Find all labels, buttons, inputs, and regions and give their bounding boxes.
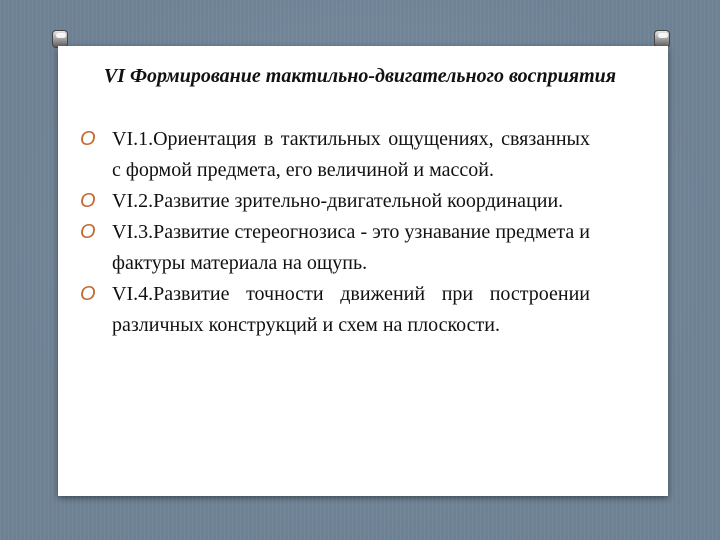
bullet-icon: O <box>80 283 96 305</box>
bullet-icon: O <box>80 190 96 212</box>
bullet-icon: O <box>80 221 96 243</box>
list-item-text: VI.2.Развитие зрительно-двигательной координации. <box>112 190 564 212</box>
list-item <box>80 217 590 279</box>
list-item-text: VI.4.Развитие точности движений при построении различных конструкций и схем на плоскости. <box>112 283 590 336</box>
slide-title: VI Формирование тактильно-двигательного восприятия <box>103 65 617 87</box>
bullet-icon: O <box>80 128 96 150</box>
list-item-text: VI.3.Развитие стереогнозиса - это узнавание предмета и фактуры материала на ощупь. <box>112 221 590 274</box>
list-item-text: VI.1.Ориентация в тактильных ощущениях, связанных с формой предмета, его величиной и массой. <box>112 128 590 181</box>
bullet-list <box>80 124 590 341</box>
list-item <box>80 124 590 186</box>
list-item <box>80 279 590 341</box>
list-item <box>80 186 590 217</box>
